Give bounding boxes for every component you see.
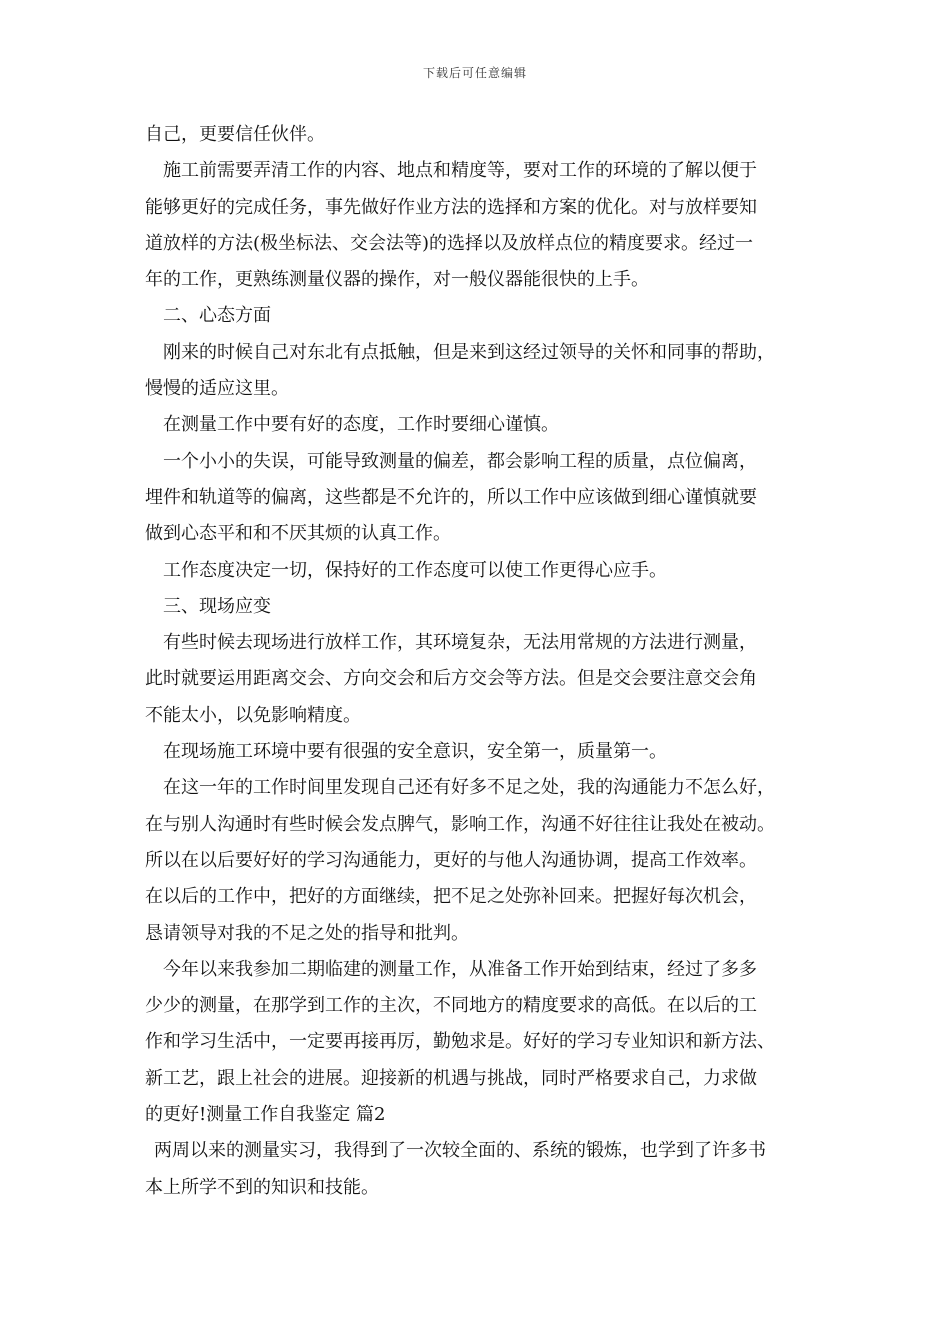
- text-line: 做到心态平和和不厌其烦的认真工作。: [145, 523, 451, 545]
- text-line: 不能太小，以免影响精度。: [145, 704, 361, 726]
- page-header: 下载后可任意编辑: [422, 66, 527, 80]
- text-line: 年的工作，更熟练测量仪器的操作，对一般仪器能很快的上手。: [145, 269, 649, 291]
- text-line: 在这一年的工作时间里发现自己还有好多不足之处，我的沟通能力不怎么好，: [163, 777, 775, 799]
- text-line: 的更好!测量工作自我鉴定 篇2: [145, 1104, 386, 1126]
- text-line: 所以在以后要好好的学习沟通能力，更好的与他人沟通协调，提高工作效率。: [145, 849, 757, 871]
- text-line: 恳请领导对我的不足之处的指导和批判。: [145, 922, 469, 944]
- text-line: 埋件和轨道等的偏离，这些都是不允许的，所以工作中应该做到细心谨慎就要: [145, 486, 757, 508]
- text-line: 刚来的时候自己对东北有点抵触，但是来到这经过领导的关怀和同事的帮助，: [163, 341, 775, 363]
- text-line: 今年以来我参加二期临建的测量工作，从准备工作开始到结束，经过了多多: [163, 958, 757, 980]
- text-line: 三、现场应变: [163, 595, 271, 617]
- text-line: 少少的测量，在那学到工作的主次，不同地方的精度要求的高低。在以后的工: [145, 995, 757, 1017]
- document-body: [145, 117, 835, 1206]
- text-line: 有些时候去现场进行放样工作，其环境复杂，无法用常规的方法进行测量，: [163, 632, 757, 654]
- text-line: 道放样的方法(极坐标法、交会法等)的选择以及放样点位的精度要求。经过一: [145, 232, 754, 254]
- text-line: 新工艺，跟上社会的进展。迎接新的机遇与挑战，同时严格要求自己，力求做: [145, 1067, 757, 1089]
- text-line: 工作态度决定一切，保持好的工作态度可以使工作更得心应手。: [163, 559, 667, 581]
- text-line: 施工前需要弄清工作的内容、地点和精度等，要对工作的环境的了解以便于: [163, 160, 757, 182]
- text-line: 本上所学不到的知识和技能。: [145, 1176, 379, 1198]
- text-line: 二、心态方面: [163, 305, 271, 327]
- text-line: 作和学习生活中，一定要再接再厉，勤勉求是。好好的学习专业知识和新方法、: [145, 1031, 775, 1053]
- text-line: 在以后的工作中，把好的方面继续，把不足之处弥补回来。把握好每次机会，: [145, 886, 757, 908]
- text-line: 两周以来的测量实习，我得到了一次较全面的、系统的锻炼，也学到了许多书: [154, 1140, 766, 1162]
- text-line: 在现场施工环境中要有很强的安全意识，安全第一，质量第一。: [163, 741, 667, 763]
- text-line: 一个小小的失误，可能导致测量的偏差，都会影响工程的质量，点位偏离，: [163, 450, 757, 472]
- text-line: 在测量工作中要有好的态度，工作时要细心谨慎。: [163, 414, 559, 436]
- text-line: 能够更好的完成任务，事先做好作业方法的选择和方案的优化。对与放样要知: [145, 196, 757, 218]
- text-line: 慢慢的适应这里。: [145, 378, 289, 400]
- text-line: 自己，更要信任伙伴。: [145, 124, 325, 145]
- text-line: 此时就要运用距离交会、方向交会和后方交会等方法。但是交会要注意交会角: [145, 668, 757, 690]
- text-line: 在与别人沟通时有些时候会发点脾气，影响工作，沟通不好往往让我处在被动。: [145, 813, 775, 835]
